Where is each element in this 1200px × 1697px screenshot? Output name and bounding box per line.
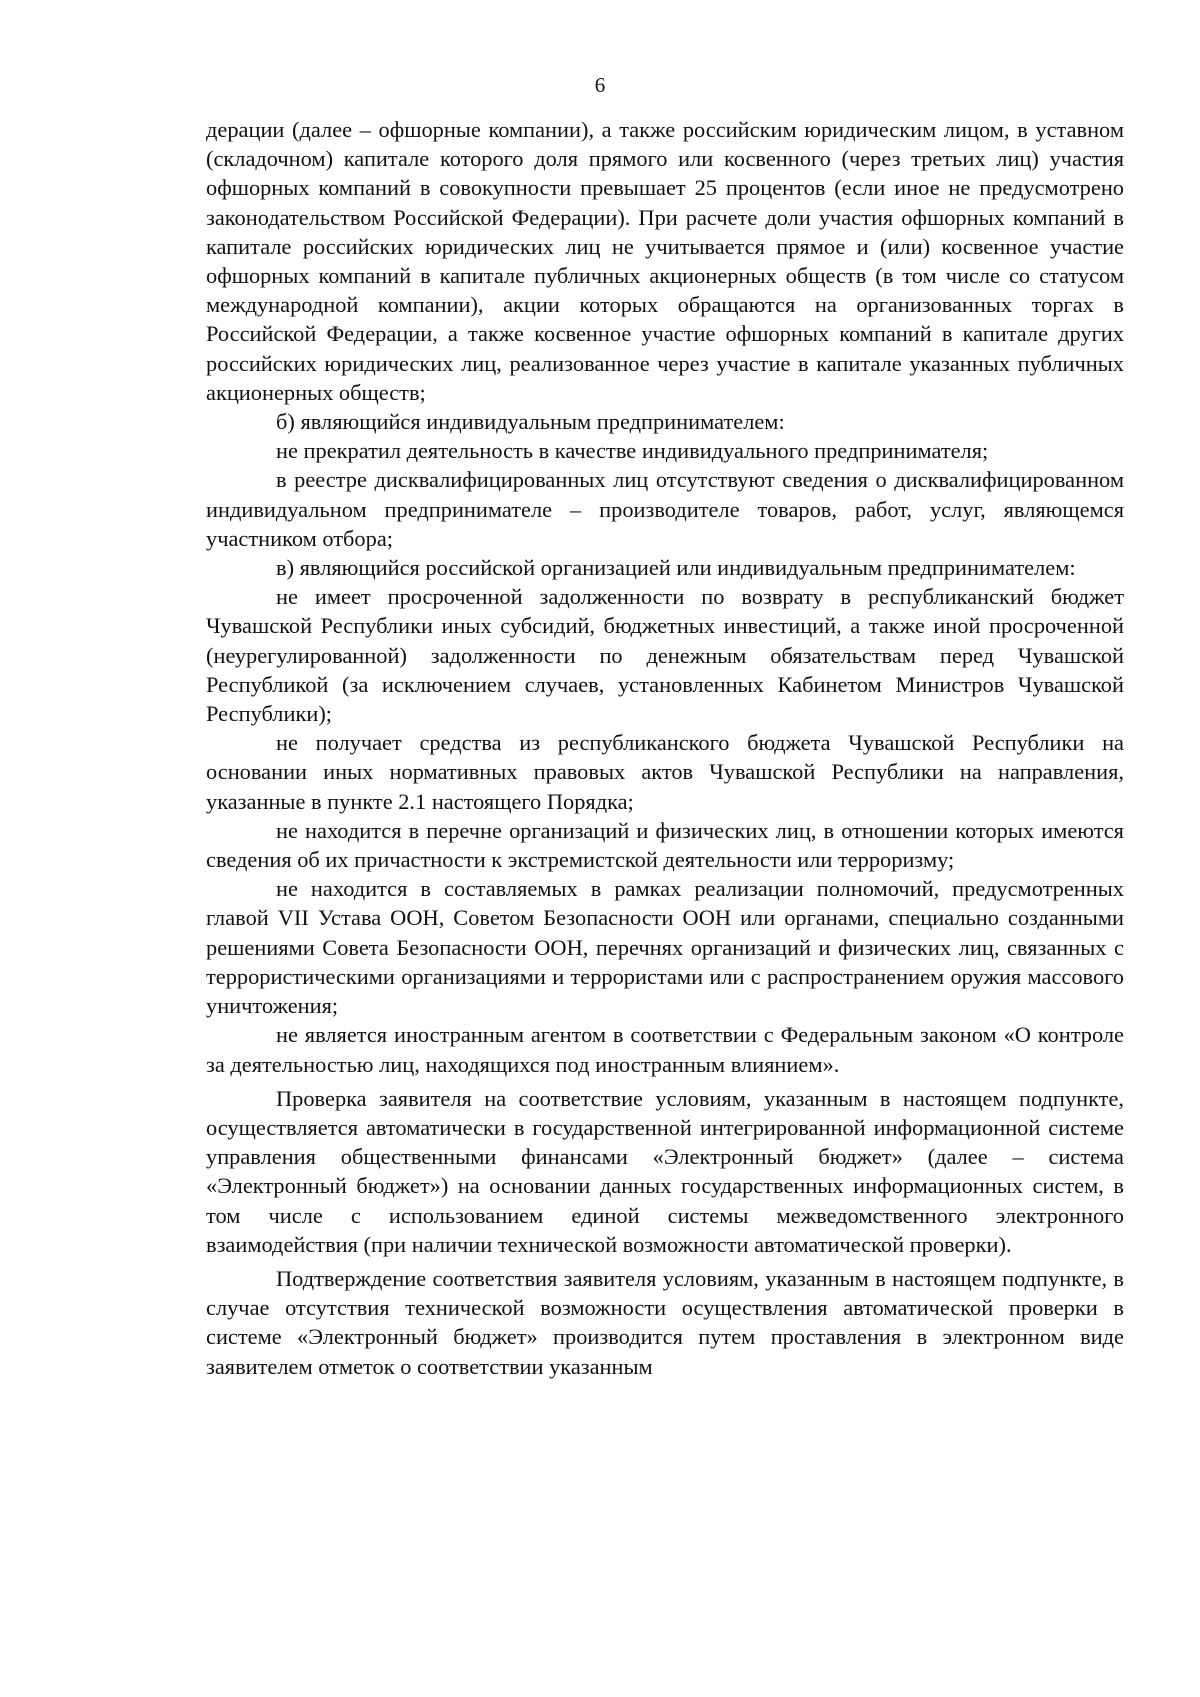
paragraph-disqualified-registry: в реестре дисквалифицированных лиц отсутствуют сведения о дисквалифицированном индивидуальном предпринимателе – производителе товаров, работ, услуг, являющемся участником отбора; [206,467,1124,551]
paragraph-activity-not-terminated: не прекратил деятельность в качестве индивидуального предпринимателя; [276,438,989,464]
document-body [206,115,1124,1381]
paragraph-automatic-verification: Проверка заявителя на соответствие условиям, указанным в настоящем подпункте, осуществляется автоматически в государственной интегрированной информационной системе управления общественными финансами «Электронный бюджет» (далее – система «Электронный бюджет») на основании данных государственных информационных систем, в том числе с использованием единой системы межведомственного электронного взаимодействия (при наличии технической возможности автоматической проверки). [206,1085,1124,1257]
paragraph-offshore-companies: дерации (далее – офшорные компании), а также российским юридическим лицом, в уставном (складочном) капитале которого доля прямого или косвенного (через третьих лиц) участия офшорных компаний в совокупности превышает 25 процентов (если иное не предусмотрено законодательством Российской Федерации). При расчете доли участия офшорных компаний в капитале российских юридических лиц не учитывается прямое и (или) косвенное участие офшорных компаний в капитале публичных акционерных обществ (в том числе со статусом международной компании), акции которых обращаются на организованных торгах в Российской Федерации, а также косвенное участие офшорных компаний в капитале других российских юридических лиц, реализованное через участие в капитале указанных публичных акционерных обществ; [206,117,1124,405]
paragraph-no-other-funding: не получает средства из республиканского бюджета Чувашской Республики на основании иных нормативных правовых актов Чувашской Республики на направления, указанные в пункте 2.1 настоящего Порядка; [206,730,1124,814]
paragraph-not-in-extremism-list: не находится в перечне организаций и физических лиц, в отношении которых имеются сведения об их причастности к экстремистской деятельности или терроризму; [206,817,1124,873]
paragraph-russian-organization-heading: в) являющийся российской организацией или индивидуальным предпринимателем: [276,555,1076,581]
paragraph-no-overdue-debt: не имеет просроченной задолженности по возврату в республиканский бюджет Чувашской Республики иных субсидий, бюджетных инвестиций, а также иной просроченной (неурегулированной) задолженности по денежным обязательствам перед Чувашской Республикой (за исключением случаев, установленных Кабинетом Министров Чувашской Республики); [206,584,1124,727]
page-number: 6 [594,73,606,97]
paragraph-not-foreign-agent: не является иностранным агентом в соответствии с Федеральным законом «О контроле за деятельностью лиц, находящихся под иностранным влиянием». [206,1022,1124,1077]
paragraph-manual-confirmation: Подтверждение соответствия заявителя условиям, указанным в настоящем подпункте, в случае отсутствия технической возможности осуществления автоматической проверки в системе «Электронный бюджет» производится путем проставления в электронном виде заявителем отметок о соответствии указанным [206,1265,1124,1379]
paragraph-not-in-un-lists: не находится в составляемых в рамках реализации полномочий, предусмотренных главой VII Устава ООН, Советом Безопасности ООН или органами, специально созданными решениями Совета Безопасности ООН, перечнях организаций и физических лиц, связанных с террористическими организациями и террористами или с распространением оружия массового уничтожения; [206,876,1124,1019]
paragraph-individual-entrepreneur-heading: б) являющийся индивидуальным предпринимателем: [276,409,785,435]
